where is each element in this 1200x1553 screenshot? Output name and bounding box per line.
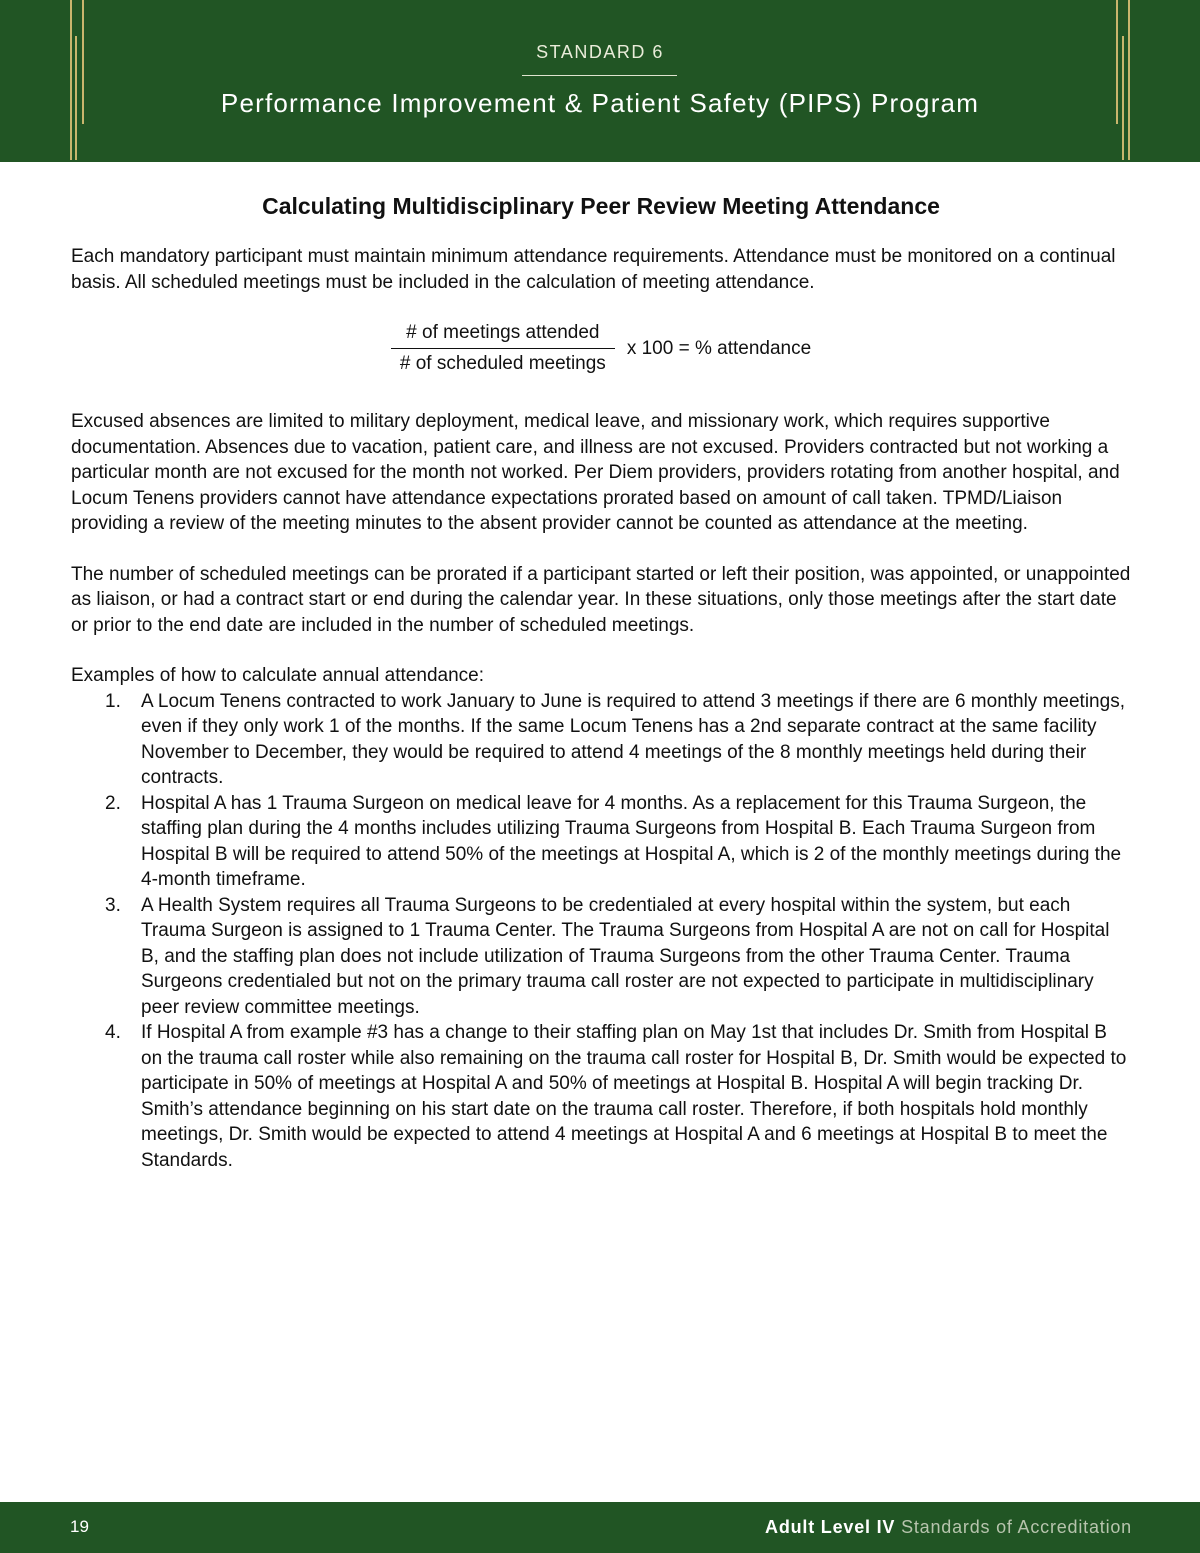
list-item <box>71 689 1131 791</box>
attendance-formula <box>71 320 1131 377</box>
formula-result: x 100 = % attendance <box>626 337 812 359</box>
standard-label: STANDARD 6 <box>536 42 664 62</box>
list-item-text: A Health System requires all Trauma Surgeons to be credentialed at every hospital within the system, but each Trauma Surgeon is assigned to 1 Trauma Center. The Trauma Surgeons from Hospital A are not on call for Hospital B, and the staffing plan does not include utilization of Trauma Surgeons from the other Trauma Center. Trauma Surgeons credentialed but not on the primary trauma call roster are not expected to participate in multidisciplinary peer review committee meetings. <box>141 894 1110 1018</box>
excused-absences-paragraph: Excused absences are limited to military deployment, medical leave, and missionary work, which requires supportive documentation. Absences due to vacation, patient care, and illness are not excused. Providers contracted but not working a particular month are not excused for the month not worked. Per Diem providers, providers rotating from another hospital, and Locum Tenens providers cannot have attendance expectations prorated based on amount of call taken. TPMD/Liaison providing a review of the meeting minutes to the absent provider cannot be counted as attendance at the meeting. <box>71 411 1120 534</box>
footer-publication-title <box>765 1517 1132 1538</box>
list-item-text: A Locum Tenens contracted to work January to June is required to attend 3 meetings if there are 6 monthly meetings, even if they only work 1 of the months. If the same Locum Tenens has a 2nd separate contract at the same facility November to December, they would be required to attend 4 meetings of the 8 monthly meetings held during their contracts. <box>141 690 1125 788</box>
list-item-number: 3. <box>105 894 121 916</box>
list-item <box>71 791 1131 893</box>
list-item <box>71 1020 1131 1173</box>
examples-list <box>71 689 1131 1174</box>
examples-intro: Examples of how to calculate annual attendance: <box>71 665 484 686</box>
document-title: Calculating Multidisciplinary Peer Review Meeting Attendance <box>262 193 940 219</box>
footer-standards: Standards of Accreditation <box>901 1517 1132 1537</box>
list-item-number: 2. <box>105 792 121 814</box>
header-decorative-line <box>1128 0 1130 160</box>
standard-divider <box>522 75 677 76</box>
page-footer <box>0 1502 1200 1553</box>
intro-paragraph: Each mandatory participant must maintain minimum attendance requirements. Attendance must be monitored on a continual basis. All scheduled meetings must be included in the calculation of meeting attendance. <box>71 246 1116 293</box>
page-header <box>0 0 1200 162</box>
list-item <box>71 893 1131 1021</box>
list-item-text: If Hospital A from example #3 has a change to their staffing plan on May 1st that includes Dr. Smith from Hospital B on the trauma call roster while also remaining on the trauma call roster for Hospital B, Dr. Smith would be expected to participate in 50% of meetings at Hospital A and 50% of meetings at Hospital B. Hospital A will begin tracking Dr. Smith’s attendance beginning on his start date on the trauma call roster. Therefore, if both hospitals hold monthly meetings, Dr. Smith would be expected to attend 4 meetings at Hospital A and 6 meetings at Hospital B to meet the Standards. <box>141 1022 1127 1171</box>
page-number: 19 <box>70 1517 89 1536</box>
header-title: Performance Improvement & Patient Safety (PIPS) Program <box>220 88 980 118</box>
formula-denominator: # of scheduled meetings <box>399 353 606 374</box>
list-item-text: Hospital A has 1 Trauma Surgeon on medical leave for 4 months. As a replacement for this Trauma Surgeon, the staffing plan during the 4 months includes utilizing Trauma Surgeons from Hospital B. Each Trauma Surgeon from Hospital B will be required to attend 50% of the meetings at Hospital A, which is 2 of the monthly meetings during the 4-month timeframe. <box>141 792 1122 890</box>
formula-numerator: # of meetings attended <box>391 320 615 349</box>
footer-level: Adult Level IV <box>765 1517 896 1537</box>
document-body <box>71 190 1131 1173</box>
list-item-number: 4. <box>105 1022 121 1043</box>
header-decorative-line <box>70 0 72 160</box>
list-item-number: 1. <box>105 690 121 712</box>
prorate-paragraph: The number of scheduled meetings can be prorated if a participant started or left their position, was appointed, or unappointed as liaison, or had a contract start or end during the calendar year. In these situations, only those meetings after the start date or prior to the end date are included in the number of scheduled meetings. <box>71 563 1131 636</box>
formula-fraction <box>391 320 615 377</box>
